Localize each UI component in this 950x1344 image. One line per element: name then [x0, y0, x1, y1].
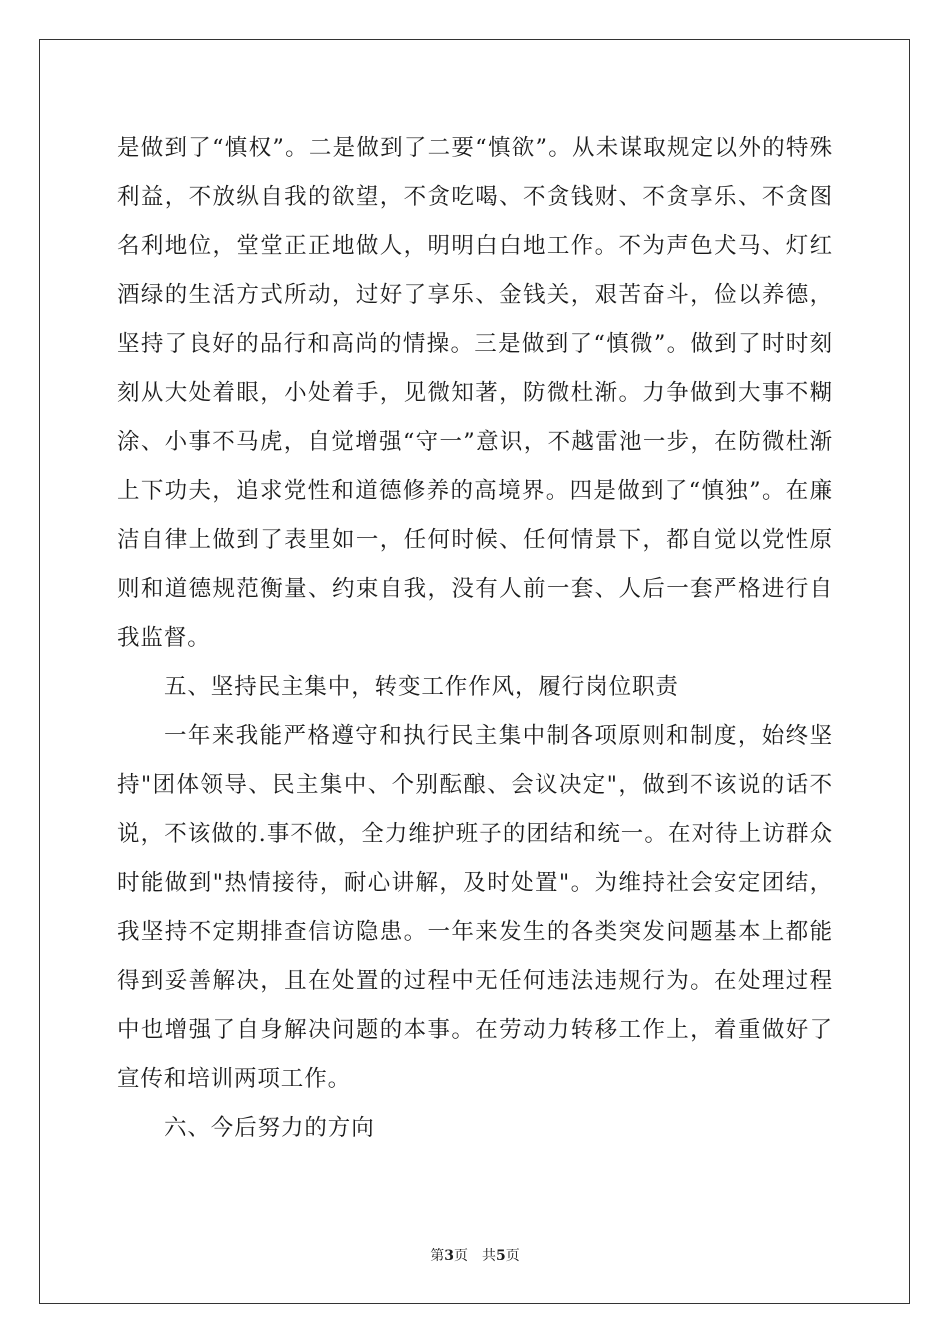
page-prefix: 第: [430, 1248, 445, 1264]
page-footer: [0, 1247, 950, 1265]
paragraph-1: 是做到了“慎权”。二是做到了二要“慎欲”。从未谋取规定以外的特殊利益，不放纵自我的欲望，不贪吃喝、不贪钱财、不贪享乐、不贪图名利地位，堂堂正正地做人，明明白白地工作。不为声色犬马、灯红酒绿的生活方式所动，过好了享乐、金钱关，艰苦奋斗，俭以养德，坚持了良好的品行和高尚的情操。三是做到了“慎微”。做到了时时刻刻从大处着眼，小处着手，见微知著，防微杜渐。力争做到大事不糊涂、小事不马虎，自觉增强“守一”意识，不越雷池一步，在防微杜渐上下功夫，追求党性和道德修养的高境界。四是做到了“慎独”。在廉洁自律上做到了表里如一，任何时候、任何情景下，都自觉以党性原则和道德规范衡量、约束自我，没有人前一套、人后一套严格进行自我监督。: [117, 135, 833, 651]
section-heading-5: 五、坚持民主集中，转变工作作风，履行岗位职责: [164, 674, 679, 700]
section-heading-6: 六、今后努力的方向: [164, 1115, 375, 1141]
total-prefix: 共: [482, 1248, 496, 1264]
paragraph-2: 一年来我能严格遵守和执行民主集中制各项原则和制度，始终坚持"团体领导、民主集中、个别酝酿、会议决定"，做到不该说的话不说，不该做的.事不做，全力维护班子的团结和统一。在对待上访群众时能做到"热情接待，耐心讲解，及时处置"。为维持社会安定团结，我坚持不定期排查信访隐患。一年来发生的各类突发问题基本上都能得到妥善解决，且在处置的过程中无任何违法违规行为。在处理过程中也增强了自身解决问题的本事。在劳动力转移工作上，着重做好了宣传和培训两项工作。: [117, 723, 833, 1092]
total-suffix: 页: [505, 1248, 520, 1264]
page-number: 3: [444, 1248, 454, 1264]
document-body: [117, 124, 833, 1153]
page-suffix: 页: [454, 1248, 468, 1264]
total-pages: 5: [496, 1248, 506, 1264]
